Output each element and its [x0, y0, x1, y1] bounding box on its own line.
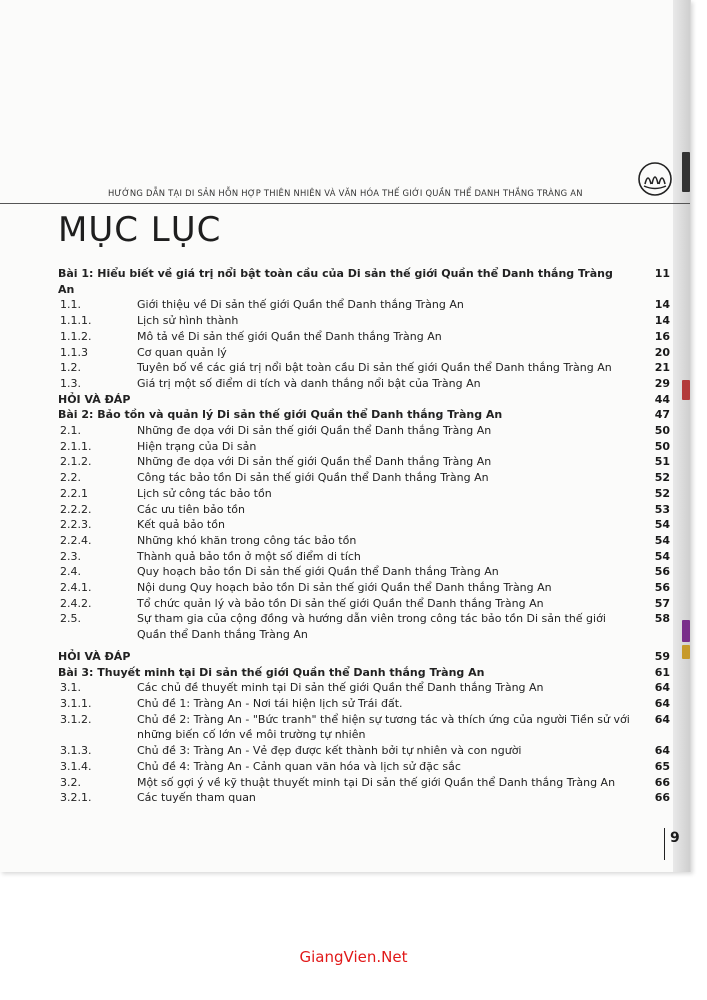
toc-page: 56 — [654, 581, 670, 595]
toc-number: 2.3. — [60, 549, 81, 563]
toc-title: Cơ quan quản lý — [137, 345, 227, 359]
toc-entry[interactable] — [58, 680, 670, 696]
table-of-contents — [58, 266, 670, 806]
toc-title: Chủ đề 3: Tràng An - Vẻ đẹp được kết thành bởi tự nhiên và con người — [137, 744, 522, 758]
toc-title: Tổ chức quản lý và bảo tồn Di sản thế giới Quần thể Danh thắng Tràng An — [137, 596, 544, 610]
toc-title: Những đe dọa với Di sản thế giới Quần thể Danh thắng Tràng An — [137, 455, 492, 469]
toc-entry[interactable] — [58, 360, 670, 376]
toc-number: 1.3. — [60, 376, 81, 390]
toc-entry[interactable] — [58, 790, 670, 806]
toc-title: Chủ đề 1: Tràng An - Nơi tái hiện lịch sử Trái đất. — [137, 696, 403, 710]
toc-page: 58 — [654, 612, 670, 626]
toc-page: 14 — [654, 314, 670, 328]
toc-number: 3.1.3. — [60, 744, 92, 758]
toc-number: 2.2. — [60, 471, 81, 485]
toc-title: Các ưu tiên bảo tồn — [137, 502, 245, 516]
toc-title: Sự tham gia của cộng đồng và hướng dẫn viên trong công tác bảo tồn Di sản thế giới Quần thể Danh thắng Tràng An — [137, 612, 606, 642]
toc-entry[interactable] — [58, 329, 670, 345]
toc-number: 2.2.3. — [60, 518, 92, 532]
toc-entry[interactable] — [58, 712, 670, 743]
toc-page: 64 — [654, 681, 670, 695]
toc-page: 52 — [654, 486, 670, 500]
toc-section[interactable] — [58, 665, 670, 681]
toc-title: Quy hoạch bảo tồn Di sản thế giới Quần thể Danh thắng Tràng An — [137, 565, 499, 579]
toc-title: Hiện trạng của Di sản — [137, 439, 257, 453]
toc-page: 56 — [654, 565, 670, 579]
toc-number: 3.2.1. — [60, 791, 92, 805]
toc-title: Bài 1: Hiểu biết về giá trị nổi bật toàn cầu của Di sản thế giới Quần thể Danh thắng Tràng An — [58, 267, 613, 296]
toc-title: Thành quả bảo tồn ở một số điểm di tích — [137, 549, 361, 563]
toc-page: 54 — [654, 533, 670, 547]
toc-page: 65 — [654, 759, 670, 773]
toc-page: 50 — [654, 439, 670, 453]
toc-entry[interactable] — [58, 549, 670, 565]
toc-page: 14 — [654, 298, 670, 312]
toc-number: 2.4. — [60, 565, 81, 579]
tab-marker — [682, 620, 690, 642]
toc-title: Chủ đề 4: Tràng An - Cảnh quan văn hóa và lịch sử đặc sắc — [137, 759, 461, 773]
toc-number: 1.1.2. — [60, 329, 92, 343]
toc-entry[interactable] — [58, 533, 670, 549]
toc-number: 2.2.2. — [60, 502, 92, 516]
header-rule — [0, 203, 690, 204]
toc-title: Bài 2: Bảo tồn và quản lý Di sản thế giới Quần thể Danh thắng Tràng An — [58, 408, 503, 422]
toc-number: 3.1.4. — [60, 759, 92, 773]
toc-number: 2.4.2. — [60, 596, 92, 610]
toc-number: 2.2.4. — [60, 533, 92, 547]
toc-title: Kết quả bảo tồn — [137, 518, 225, 532]
toc-number: 2.2.1 — [60, 486, 88, 500]
toc-entry[interactable] — [58, 611, 670, 642]
page-edge-shade — [673, 0, 690, 872]
toc-page: 54 — [654, 549, 670, 563]
toc-page: 50 — [654, 424, 670, 438]
toc-number: 1.1.1. — [60, 314, 92, 328]
toc-number: 3.2. — [60, 775, 81, 789]
toc-title: Những khó khăn trong công tác bảo tồn — [137, 533, 357, 547]
toc-entry[interactable] — [58, 759, 670, 775]
toc-page: 16 — [654, 329, 670, 343]
toc-number: 3.1. — [60, 681, 81, 695]
toc-page: 66 — [654, 775, 670, 789]
toc-title: Một số gợi ý về kỹ thuật thuyết minh tại Di sản thế giới Quần thể Danh thắng Tràng An — [137, 775, 616, 789]
toc-title: Mô tả về Di sản thế giới Quần thể Danh thắng Tràng An — [137, 329, 442, 343]
toc-section[interactable] — [58, 407, 670, 423]
toc-page: 61 — [654, 665, 670, 679]
toc-entry[interactable] — [58, 502, 670, 518]
toc-number: 3.1.1. — [60, 696, 92, 710]
toc-page: 29 — [654, 376, 670, 390]
toc-page: 57 — [654, 596, 670, 610]
toc-title: Lịch sử công tác bảo tồn — [137, 486, 272, 500]
toc-title: Lịch sử hình thành — [137, 314, 239, 328]
toc-page: 52 — [654, 471, 670, 485]
toc-entry[interactable] — [58, 517, 670, 533]
toc-title: Giá trị một số điểm di tích và danh thắng nổi bật của Tràng An — [137, 376, 481, 390]
toc-page: 51 — [654, 455, 670, 469]
page-title: MỤC LỤC — [58, 210, 222, 250]
toc-number: 1.1.3 — [60, 345, 88, 359]
toc-number: 2.1.1. — [60, 439, 92, 453]
toc-entry[interactable] — [58, 297, 670, 313]
toc-number: 3.1.2. — [60, 712, 92, 726]
toc-entry[interactable] — [58, 775, 670, 791]
toc-title: Những đe dọa với Di sản thế giới Quần thể Danh thắng Tràng An — [137, 424, 492, 438]
toc-title: Chủ đề 2: Tràng An - "Bức tranh" thể hiện sự tương tác và thích ứng của người Tiền sử với những biến cố lớn về môi trường tự nhiên — [137, 712, 630, 742]
toc-entry[interactable] — [58, 439, 670, 455]
toc-number: 2.1.2. — [60, 455, 92, 469]
toc-title: HỎI VÀ ĐÁP — [58, 649, 131, 663]
toc-page: 64 — [654, 744, 670, 758]
toc-entry[interactable] — [58, 564, 670, 580]
toc-page: 59 — [654, 649, 670, 663]
toc-page: 66 — [654, 791, 670, 805]
toc-title: Công tác bảo tồn Di sản thế giới Quần thể Danh thắng Tràng An — [137, 471, 489, 485]
tab-marker — [682, 380, 690, 400]
toc-page: 47 — [654, 408, 670, 422]
toc-page: 53 — [654, 502, 670, 516]
toc-entry[interactable] — [58, 580, 670, 596]
toc-number: 2.5. — [60, 612, 81, 626]
tab-marker — [682, 645, 690, 659]
page-number-rule — [664, 828, 665, 860]
toc-page: 21 — [654, 361, 670, 375]
toc-title: Bài 3: Thuyết minh tại Di sản thế giới Quần thể Danh thắng Tràng An — [58, 665, 485, 679]
toc-page: 44 — [654, 392, 670, 406]
toc-title: Giới thiệu về Di sản thế giới Quần thể Danh thắng Tràng An — [137, 298, 464, 312]
toc-entry[interactable] — [58, 743, 670, 759]
toc-entry[interactable] — [58, 454, 670, 470]
toc-entry[interactable] — [58, 596, 670, 612]
running-header: HƯỚNG DẪN TẠI DI SẢN HỖN HỢP THIÊN NHIÊN VÀ VĂN HÓA THẾ GIỚI QUẦN THỂ DANH THẮNG TRÀNG AN — [108, 188, 583, 198]
toc-page: 11 — [654, 267, 670, 280]
toc-title: HỎI VÀ ĐÁP — [58, 392, 131, 406]
heritage-logo-icon — [636, 160, 674, 198]
toc-title: Các chủ đề thuyết minh tại Di sản thế giới Quần thể Danh thắng Tràng An — [137, 681, 544, 695]
toc-page: 20 — [654, 345, 670, 359]
toc-page: 54 — [654, 518, 670, 532]
toc-number: 1.2. — [60, 361, 81, 375]
toc-section[interactable] — [58, 266, 670, 297]
toc-title: Các tuyến tham quan — [137, 791, 256, 805]
tab-marker — [682, 152, 690, 192]
toc-title: Tuyên bố về các giá trị nổi bật toàn cầu Di sản thế giới Quần thể Danh thắng Tràng An — [137, 361, 612, 375]
toc-number: 2.1. — [60, 424, 81, 438]
page-number: 9 — [670, 830, 680, 846]
toc-entry[interactable] — [58, 423, 670, 439]
toc-entry[interactable] — [58, 470, 670, 486]
toc-page: 64 — [654, 696, 670, 710]
toc-entry[interactable] — [58, 376, 670, 392]
toc-entry[interactable] — [58, 486, 670, 502]
toc-page: 64 — [654, 712, 670, 726]
toc-number: 2.4.1. — [60, 581, 92, 595]
toc-title: Nội dung Quy hoạch bảo tồn Di sản thế giới Quần thể Danh thắng Tràng An — [137, 581, 552, 595]
toc-entry[interactable] — [58, 313, 670, 329]
toc-section[interactable] — [58, 392, 670, 408]
toc-entry[interactable] — [58, 345, 670, 361]
toc-section[interactable] — [58, 649, 670, 665]
toc-number: 1.1. — [60, 298, 81, 312]
watermark-link[interactable]: GiangVien.Net — [299, 948, 408, 966]
toc-entry[interactable] — [58, 696, 670, 712]
